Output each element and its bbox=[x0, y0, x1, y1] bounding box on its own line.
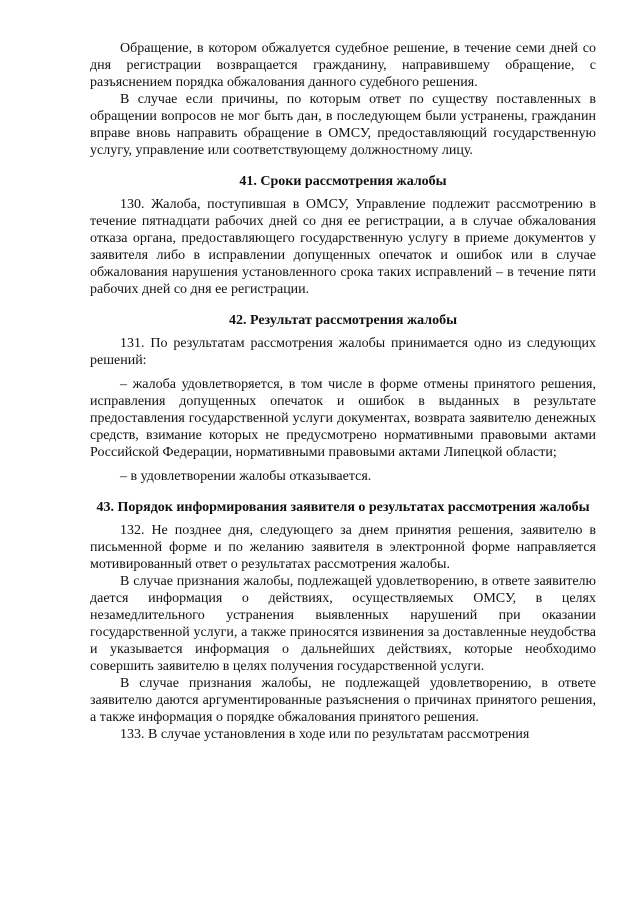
paragraph: В случае если причины, по которым ответ по существу поставленных в обращении вопросов не мог быть дан, в последующем были устранены, гражданин вправе вновь направить обращение в ОМСУ, предоставляющий государственную услугу, управление или соответствующему должностному лицу. bbox=[90, 92, 596, 158]
paragraph-131: 131. По результатам рассмотрения жалобы принимается одно из следующих решений: bbox=[90, 336, 596, 368]
paragraph: В случае признания жалобы, подлежащей удовлетворению, в ответе заявителю дается информация о действиях, осуществляемых ОМСУ, в целях незамедлительного устранения выявленных нарушений при оказании государственной услуги, а также приносятся извинения за доставленные неудобства и указывается информация о дальнейших действиях, которые необходимо совершить заявителю в целях получения государственной услуги. bbox=[90, 574, 596, 674]
paragraph: Обращение, в котором обжалуется судебное решение, в течение семи дней со дня регистрации возвращается гражданину, направившему обращение, с разъяснением порядка обжалования данного судебного решения. bbox=[90, 41, 596, 90]
list-item: – в удовлетворении жалобы отказывается. bbox=[120, 469, 372, 484]
section-heading-43: 43. Порядок информирования заявителя о результатах рассмотрения жалобы bbox=[96, 500, 590, 515]
list-item: – жалоба удовлетворяется, в том числе в форме отмены принятого решения, исправления допущенных опечаток и ошибок в выданных в результате предоставления государственной услуги документах, возврата заявителю денежных средств, взимание которых не предусмотрено нормативными правовыми актами Российской Федерации, нормативными правовыми актами Липецкой области; bbox=[90, 377, 596, 460]
paragraph: В случае признания жалобы, не подлежащей удовлетворению, в ответе заявителю даются аргументированные разъяснения о причинах принятого решения, а также информация о порядке обжалования принятого решения. bbox=[90, 676, 596, 725]
section-heading-42: 42. Результат рассмотрения жалобы bbox=[228, 313, 458, 328]
paragraph-133: 133. В случае установления в ходе или по результатам рассмотрения bbox=[120, 727, 530, 742]
document-page bbox=[90, 40, 596, 743]
paragraph-130: 130. Жалоба, поступившая в ОМСУ, Управление подлежит рассмотрению в течение пятнадцати рабочих дней со дня ее регистрации, а в случае обжалования отказа органа, предоставляющего государственную услугу в приеме документов у заявителя либо в исправлении допущенных опечаток и ошибок или в случае обжалования нарушения установленного срока таких исправлений – в течение пяти рабочих дней со дня ее регистрации. bbox=[90, 197, 596, 297]
section-heading-41: 41. Сроки рассмотрения жалобы bbox=[239, 174, 447, 189]
paragraph-132: 132. Не позднее дня, следующего за днем принятия решения, заявителю в письменной форме и по желанию заявителя в электронной форме направляется мотивированный ответ о результатах рассмотрения жалобы. bbox=[90, 523, 596, 572]
